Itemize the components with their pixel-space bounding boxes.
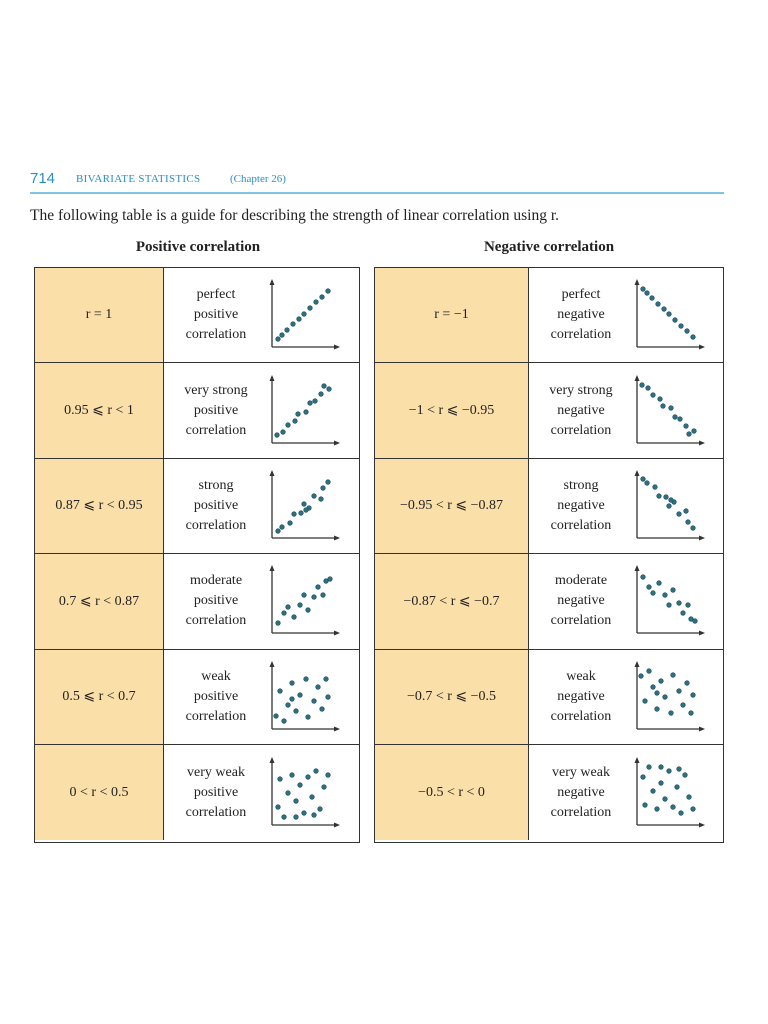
- scatter-point: [691, 526, 696, 531]
- scatter-point: [298, 692, 303, 697]
- scatter-point: [681, 611, 686, 616]
- direction-label: negative: [557, 593, 605, 609]
- scatter-point: [326, 480, 331, 485]
- scatter-point: [276, 337, 281, 342]
- range-cell: [35, 554, 164, 648]
- correlation-label: correlation: [550, 517, 612, 533]
- scatter-point: [292, 615, 297, 620]
- correlation-label: correlation: [550, 327, 612, 343]
- scatter-point: [320, 295, 325, 300]
- negative-scatter-sketch: [633, 279, 705, 351]
- strength-label: weak: [566, 668, 596, 684]
- scatter-point: [677, 688, 682, 693]
- scatter-point: [691, 806, 696, 811]
- direction-label: negative: [557, 307, 605, 323]
- scatter-point: [651, 788, 656, 793]
- scatter-point: [304, 508, 309, 513]
- scatter-point: [294, 814, 299, 819]
- range-cell: [35, 650, 164, 744]
- description-cell: [529, 268, 723, 362]
- scatter-point: [282, 611, 287, 616]
- table-row: [375, 363, 723, 458]
- range-value: −0.5 < r < 0: [418, 784, 485, 800]
- scatter-point: [659, 678, 664, 683]
- scatter-point: [687, 431, 692, 436]
- scatter-point: [290, 772, 295, 777]
- scatter-point: [291, 322, 296, 327]
- scatter-point: [658, 396, 663, 401]
- strength-description: [172, 667, 260, 727]
- scatter-point: [286, 702, 291, 707]
- scatter-point: [288, 521, 293, 526]
- scatter-point: [640, 382, 645, 387]
- y-axis-arrow: [635, 375, 640, 381]
- y-axis-arrow: [635, 565, 640, 571]
- table-row: [375, 459, 723, 554]
- x-axis-arrow: [334, 822, 340, 827]
- scatter-point: [319, 391, 324, 396]
- scatter-point: [673, 414, 678, 419]
- strength-description: [172, 476, 260, 536]
- range-value: 0.7 ⩽ r < 0.87: [58, 593, 140, 609]
- page-number: 714: [30, 170, 56, 187]
- range-value: −1 < r ⩽ −0.95: [408, 403, 495, 419]
- description-cell: [529, 554, 723, 648]
- correlation-label: correlation: [185, 708, 247, 724]
- scatter-point: [675, 784, 680, 789]
- strength-description: [172, 571, 260, 631]
- scatter-point: [313, 398, 318, 403]
- intro-text: The following table is a guide for describing the strength of linear correlation using r.: [30, 207, 560, 224]
- scatter-point: [321, 593, 326, 598]
- scatter-point: [673, 318, 678, 323]
- range-value: 0.87 ⩽ r < 0.95: [55, 498, 143, 514]
- scatter-point: [655, 706, 660, 711]
- negative-scatter-sketch: [633, 757, 705, 829]
- scatter-point: [677, 601, 682, 606]
- y-axis-arrow: [270, 757, 275, 763]
- scatter-point: [274, 713, 279, 718]
- range-value: r = 1: [85, 307, 113, 323]
- scatter-point: [684, 509, 689, 514]
- scatter-point: [326, 772, 331, 777]
- range-cell: [375, 268, 529, 362]
- y-axis-arrow: [270, 565, 275, 571]
- direction-label: negative: [557, 688, 605, 704]
- scatter-point: [308, 306, 313, 311]
- range-value: −0.95 < r ⩽ −0.87: [399, 498, 504, 514]
- x-axis-arrow: [699, 631, 705, 636]
- scatter-point: [324, 676, 329, 681]
- scatter-point: [322, 383, 327, 388]
- scatter-point: [647, 668, 652, 673]
- correlation-label: correlation: [550, 422, 612, 438]
- scatter-point: [316, 684, 321, 689]
- scatter-point: [687, 794, 692, 799]
- scatter-point: [294, 708, 299, 713]
- scatter-point: [691, 335, 696, 340]
- scatter-point: [318, 806, 323, 811]
- scatter-point: [669, 498, 674, 503]
- x-axis-arrow: [699, 440, 705, 445]
- scatter-point: [645, 481, 650, 486]
- negative-scatter-sketch: [633, 375, 705, 447]
- strength-label: perfect: [561, 287, 601, 303]
- scatter-point: [659, 780, 664, 785]
- correlation-label: correlation: [185, 327, 247, 343]
- range-value: −0.7 < r ⩽ −0.5: [406, 689, 497, 705]
- scatter-point: [312, 494, 317, 499]
- scatter-point: [290, 696, 295, 701]
- scatter-point: [646, 385, 651, 390]
- scatter-point: [671, 804, 676, 809]
- range-value: 0 < r < 0.5: [69, 784, 129, 800]
- scatter-point: [641, 287, 646, 292]
- direction-label: positive: [193, 307, 239, 323]
- scatter-point: [306, 608, 311, 613]
- scatter-point: [312, 698, 317, 703]
- scatter-point: [671, 672, 676, 677]
- scatter-point: [651, 684, 656, 689]
- strength-label: perfect: [196, 287, 236, 303]
- scatter-point: [302, 593, 307, 598]
- scatter-point: [282, 814, 287, 819]
- positive-scatter-sketch: [268, 565, 340, 637]
- scatter-point: [320, 706, 325, 711]
- scatter-point: [286, 605, 291, 610]
- scatter-point: [306, 714, 311, 719]
- table-row: [375, 554, 723, 649]
- correlation-label: correlation: [550, 708, 612, 724]
- positive-scatter-sketch: [268, 661, 340, 733]
- strength-label: very strong: [184, 382, 248, 398]
- scatter-point: [677, 512, 682, 517]
- range-cell: [35, 363, 164, 457]
- x-axis-arrow: [699, 345, 705, 350]
- scatter-point: [314, 300, 319, 305]
- table-row: [35, 650, 359, 745]
- strength-description: [537, 381, 625, 441]
- description-cell: [164, 745, 359, 840]
- scatter-point: [643, 698, 648, 703]
- table-row: [35, 554, 359, 649]
- direction-label: negative: [557, 497, 605, 513]
- scatter-point: [302, 810, 307, 815]
- scatter-point: [293, 418, 298, 423]
- direction-label: negative: [557, 784, 605, 800]
- strength-label: strong: [198, 477, 234, 493]
- range-cell: [375, 363, 529, 457]
- strength-description: [537, 571, 625, 631]
- chapter-title: BIVARIATE STATISTICS: [76, 173, 201, 185]
- direction-label: positive: [193, 688, 239, 704]
- strength-description: [537, 476, 625, 536]
- correlation-label: correlation: [185, 422, 247, 438]
- positive-scatter-sketch: [268, 375, 340, 447]
- y-axis-arrow: [635, 470, 640, 476]
- scatter-point: [276, 529, 281, 534]
- scatter-point: [312, 812, 317, 817]
- range-value: r = −1: [434, 307, 469, 323]
- scatter-point: [641, 575, 646, 580]
- scatter-point: [326, 289, 331, 294]
- scatter-point: [659, 764, 664, 769]
- x-axis-arrow: [334, 345, 340, 350]
- correlation-label: correlation: [185, 804, 247, 820]
- y-axis-arrow: [635, 661, 640, 667]
- scatter-point: [683, 772, 688, 777]
- scatter-point: [292, 512, 297, 517]
- scatter-point: [669, 405, 674, 410]
- scatter-point: [280, 525, 285, 530]
- scatter-point: [321, 486, 326, 491]
- scatter-point: [657, 494, 662, 499]
- direction-label: positive: [193, 402, 239, 418]
- scatter-point: [326, 694, 331, 699]
- scatter-point: [686, 603, 691, 608]
- strength-description: [537, 763, 625, 823]
- table-row: [375, 650, 723, 745]
- description-cell: [164, 268, 359, 362]
- scatter-point: [302, 312, 307, 317]
- negative-scatter-sketch: [633, 661, 705, 733]
- scatter-point: [693, 619, 698, 624]
- description-cell: [164, 363, 359, 457]
- scatter-point: [677, 766, 682, 771]
- strength-description: [537, 667, 625, 727]
- range-cell: [375, 554, 529, 648]
- scatter-point: [686, 520, 691, 525]
- scatter-point: [304, 409, 309, 414]
- scatter-point: [643, 802, 648, 807]
- scatter-point: [314, 768, 319, 773]
- scatter-point: [679, 810, 684, 815]
- range-cell: [375, 650, 529, 744]
- scatter-point: [667, 603, 672, 608]
- description-cell: [164, 650, 359, 744]
- strength-description: [537, 285, 625, 345]
- correlation-label: correlation: [185, 613, 247, 629]
- table-row: [35, 363, 359, 458]
- table-row: [375, 745, 723, 840]
- scatter-point: [647, 764, 652, 769]
- direction-label: positive: [193, 593, 239, 609]
- description-cell: [529, 459, 723, 553]
- scatter-point: [663, 694, 668, 699]
- scatter-point: [667, 504, 672, 509]
- x-axis-arrow: [334, 440, 340, 445]
- strength-label: moderate: [554, 573, 608, 589]
- y-axis-arrow: [270, 661, 275, 667]
- strength-description: [172, 763, 260, 823]
- strength-description: [172, 381, 260, 441]
- description-cell: [164, 459, 359, 553]
- range-cell: [35, 268, 164, 362]
- scatter-point: [689, 710, 694, 715]
- negative-scatter-sketch: [633, 565, 705, 637]
- positive-scatter-sketch: [268, 757, 340, 829]
- negative-scatter-sketch: [633, 470, 705, 542]
- scatter-point: [276, 804, 281, 809]
- scatter-point: [286, 422, 291, 427]
- scatter-point: [310, 794, 315, 799]
- scatter-point: [296, 411, 301, 416]
- scatter-point: [667, 312, 672, 317]
- scatter-point: [641, 477, 646, 482]
- strength-label: very strong: [549, 382, 613, 398]
- page-header: [30, 170, 724, 194]
- strength-label: moderate: [189, 573, 243, 589]
- x-axis-arrow: [699, 535, 705, 540]
- scatter-point: [641, 774, 646, 779]
- range-cell: [35, 459, 164, 553]
- table-row: [35, 268, 359, 363]
- scatter-point: [316, 585, 321, 590]
- negative-heading: Negative correlation: [483, 239, 615, 255]
- range-cell: [375, 745, 529, 840]
- scatter-point: [661, 403, 666, 408]
- scatter-point: [302, 502, 307, 507]
- table-row: [35, 745, 359, 840]
- direction-label: negative: [557, 402, 605, 418]
- scatter-point: [328, 577, 333, 582]
- scatter-point: [685, 680, 690, 685]
- scatter-point: [685, 329, 690, 334]
- scatter-point: [290, 680, 295, 685]
- scatter-point: [322, 784, 327, 789]
- strength-label: very weak: [552, 764, 610, 780]
- y-axis-arrow: [635, 757, 640, 763]
- scatter-point: [657, 581, 662, 586]
- x-axis-arrow: [334, 726, 340, 731]
- scatter-point: [671, 588, 676, 593]
- scatter-point: [278, 688, 283, 693]
- positive-scatter-sketch: [268, 279, 340, 351]
- scatter-point: [645, 291, 650, 296]
- range-cell: [35, 745, 164, 840]
- y-axis-arrow: [270, 279, 275, 285]
- scatter-point: [319, 497, 324, 502]
- scatter-point: [308, 400, 313, 405]
- positive-heading: Positive correlation: [135, 239, 261, 255]
- scatter-point: [678, 416, 683, 421]
- scatter-point: [684, 423, 689, 428]
- table-row: [35, 459, 359, 554]
- scatter-point: [280, 333, 285, 338]
- description-cell: [164, 554, 359, 648]
- strength-description: [172, 285, 260, 345]
- table-row: [375, 268, 723, 363]
- range-value: 0.95 ⩽ r < 1: [64, 403, 134, 419]
- positive-correlation-table: [34, 267, 360, 843]
- scatter-point: [679, 324, 684, 329]
- scatter-point: [327, 386, 332, 391]
- y-axis-arrow: [635, 279, 640, 285]
- scatter-point: [655, 690, 660, 695]
- scatter-point: [275, 432, 280, 437]
- scatter-point: [298, 782, 303, 787]
- scatter-point: [294, 798, 299, 803]
- scatter-point: [650, 296, 655, 301]
- correlation-label: correlation: [550, 804, 612, 820]
- scatter-point: [299, 511, 304, 516]
- scatter-point: [285, 328, 290, 333]
- scatter-point: [304, 676, 309, 681]
- range-value: −0.87 < r ⩽ −0.7: [403, 593, 500, 609]
- scatter-point: [306, 774, 311, 779]
- y-axis-arrow: [270, 470, 275, 476]
- x-axis-arrow: [334, 631, 340, 636]
- scatter-point: [639, 673, 644, 678]
- correlation-label: correlation: [185, 517, 247, 533]
- scatter-point: [278, 776, 283, 781]
- strength-label: weak: [201, 668, 231, 684]
- scatter-point: [667, 768, 672, 773]
- scatter-point: [669, 710, 674, 715]
- direction-label: positive: [193, 497, 239, 513]
- strength-label: strong: [563, 477, 599, 493]
- scatter-point: [691, 692, 696, 697]
- scatter-point: [651, 392, 656, 397]
- scatter-point: [281, 429, 286, 434]
- scatter-point: [664, 495, 669, 500]
- scatter-point: [286, 790, 291, 795]
- x-axis-arrow: [334, 535, 340, 540]
- description-cell: [529, 650, 723, 744]
- scatter-point: [655, 806, 660, 811]
- scatter-point: [651, 591, 656, 596]
- scatter-point: [276, 621, 281, 626]
- scatter-point: [662, 307, 667, 312]
- scatter-point: [297, 317, 302, 322]
- scatter-point: [653, 485, 658, 490]
- scatter-point: [312, 595, 317, 600]
- direction-label: positive: [193, 784, 239, 800]
- x-axis-arrow: [699, 822, 705, 827]
- scatter-point: [663, 593, 668, 598]
- scatter-point: [663, 796, 668, 801]
- description-cell: [529, 745, 723, 840]
- description-cell: [529, 363, 723, 457]
- strength-label: very weak: [187, 764, 245, 780]
- scatter-point: [656, 302, 661, 307]
- negative-correlation-table: [374, 267, 724, 843]
- range-value: 0.5 ⩽ r < 0.7: [62, 689, 136, 705]
- scatter-point: [647, 585, 652, 590]
- scatter-point: [692, 428, 697, 433]
- scatter-point: [681, 702, 686, 707]
- positive-scatter-sketch: [268, 470, 340, 542]
- y-axis-arrow: [270, 375, 275, 381]
- scatter-point: [298, 603, 303, 608]
- correlation-label: correlation: [550, 613, 612, 629]
- chapter-ref: (Chapter 26): [230, 173, 286, 185]
- x-axis-arrow: [699, 726, 705, 731]
- range-cell: [375, 459, 529, 553]
- scatter-point: [282, 718, 287, 723]
